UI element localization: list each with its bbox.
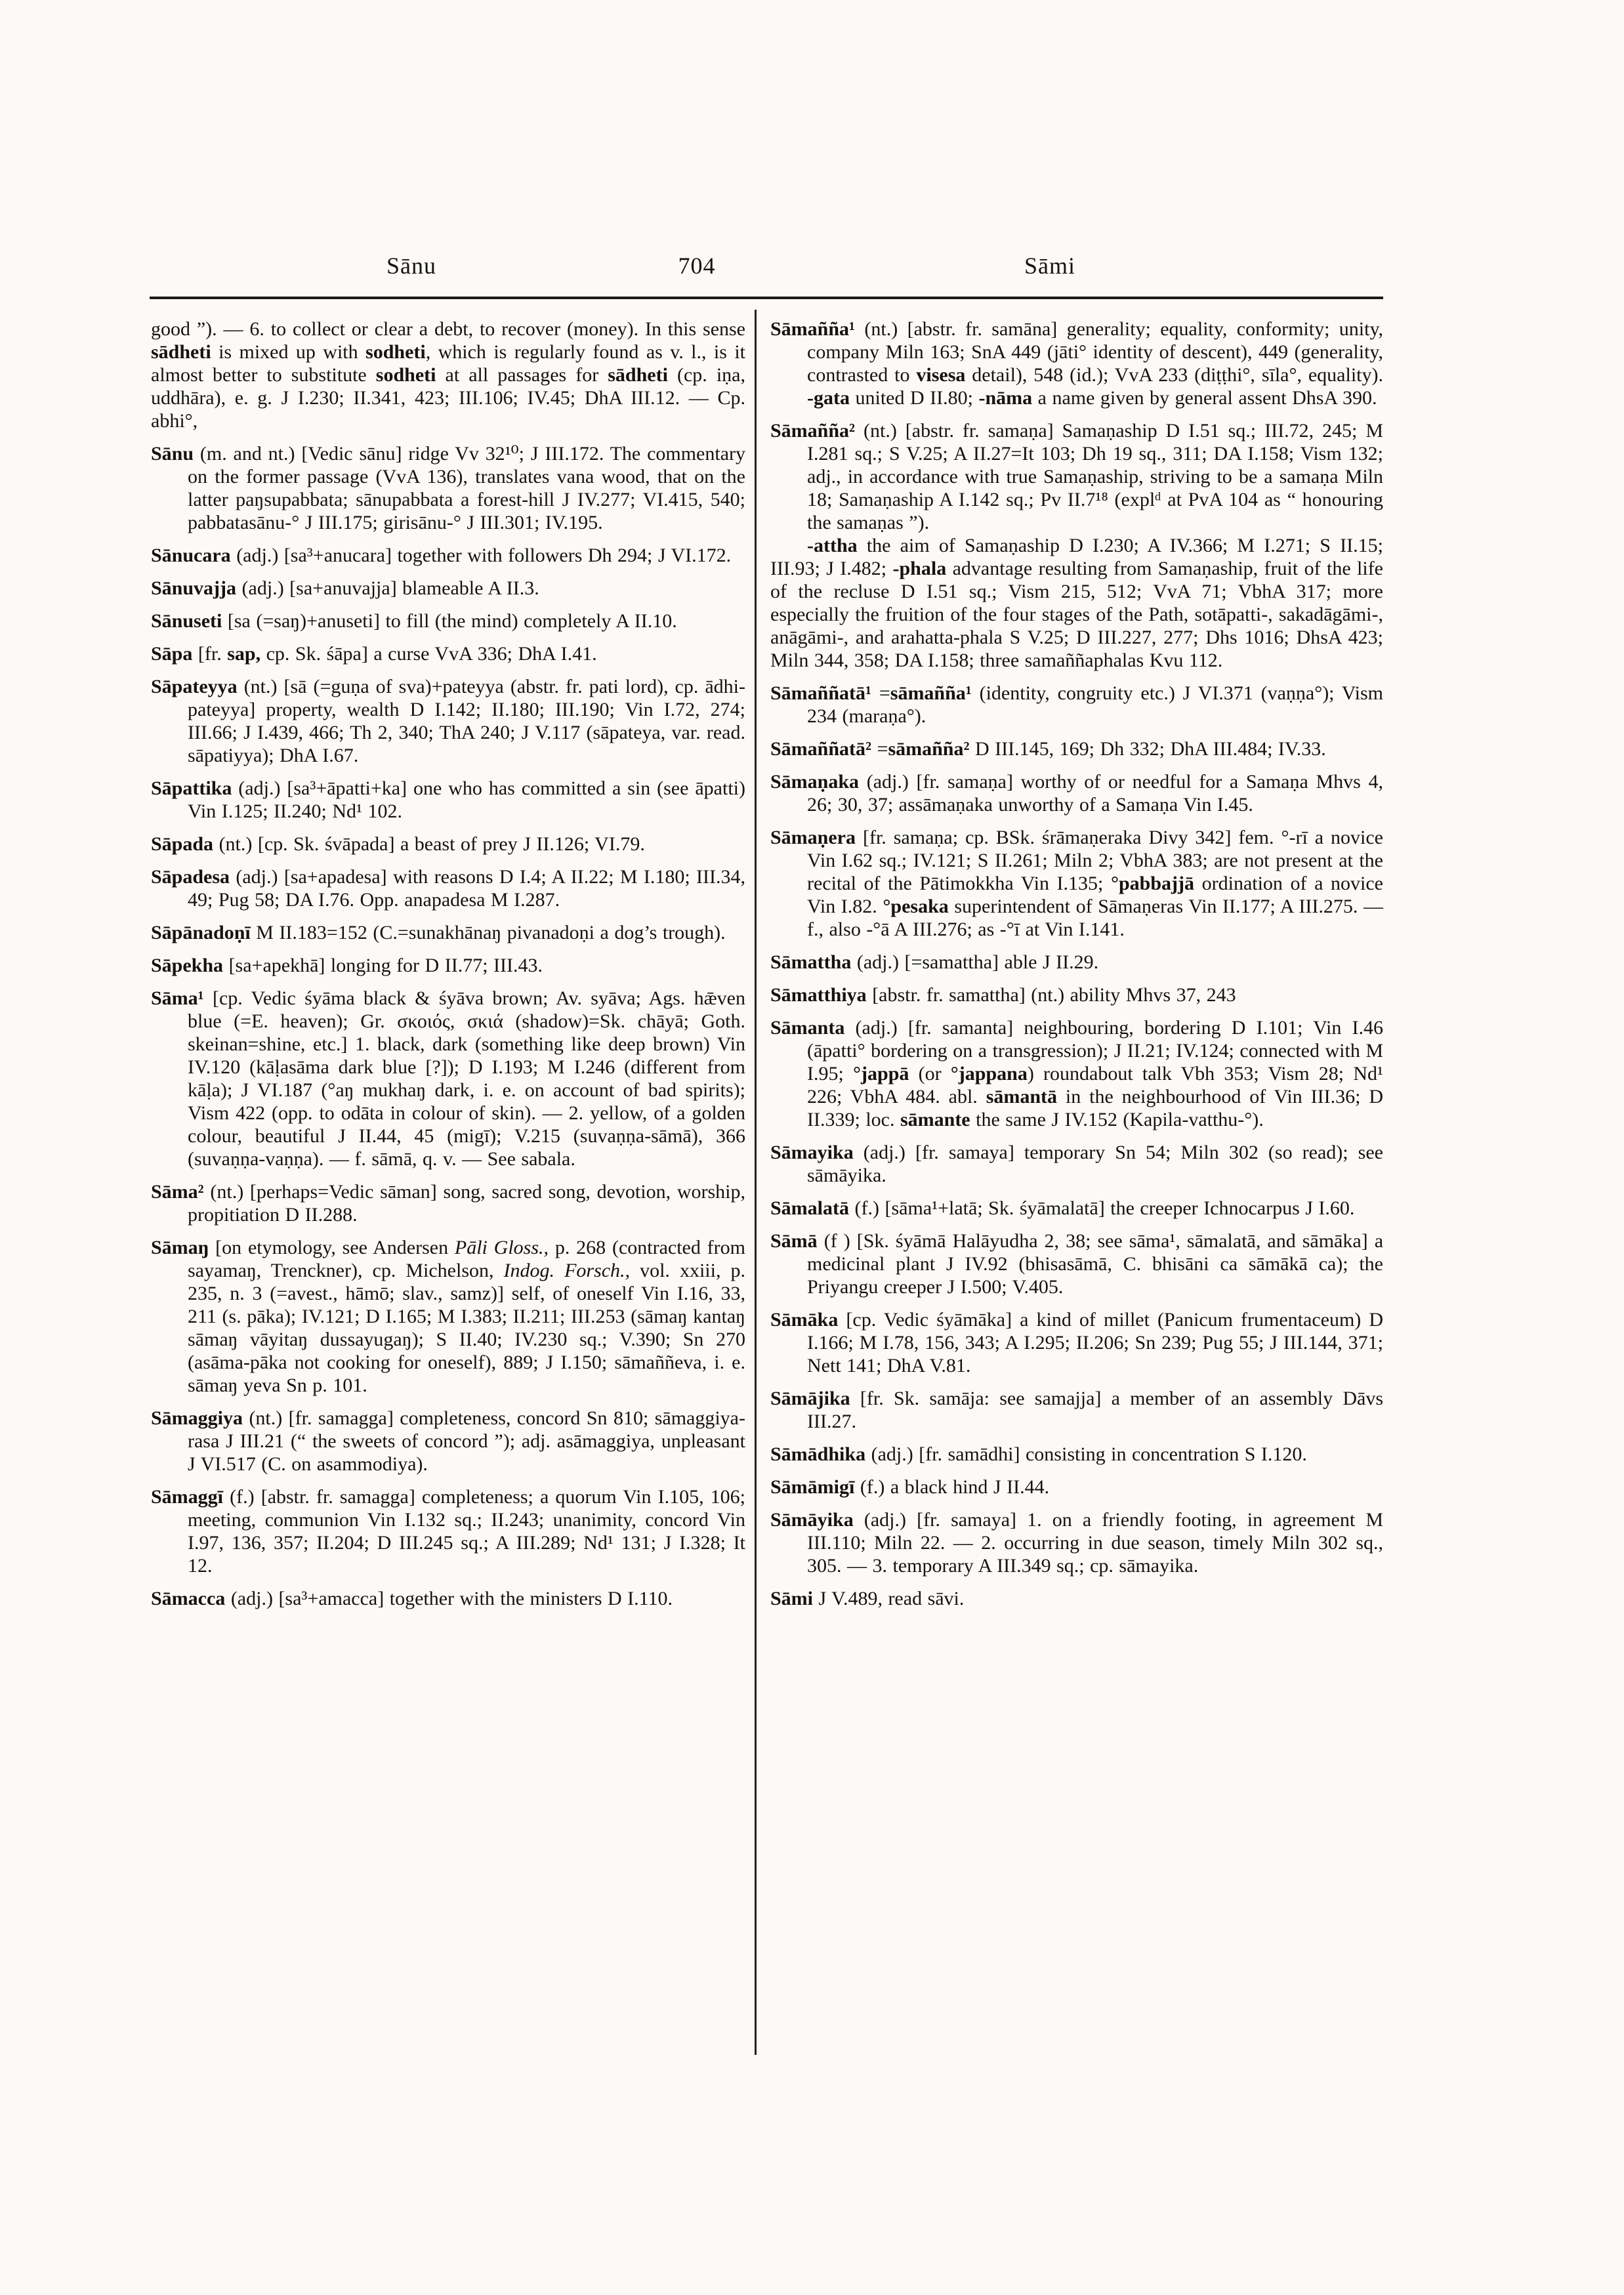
header-rule [150,297,1383,299]
entry-Sāmājika: Sāmājika [fr. Sk. samāja: see samajja] a member of an assembly Dāvs III.27. [770,1388,1384,1432]
headword: Sāpānadoṇī [151,922,251,943]
entry-Sānucara: Sānucara (adj.) [sa³+anucara] together with followers Dh 294; J VI.172. [151,545,732,566]
headword: Sāmanta [770,1017,845,1039]
headword: Sāmatthiya [770,984,867,1006]
headword: Sāpadesa [151,866,230,888]
entry-Sāmanta: Sāmanta (adj.) [fr. samanta] neighbouring, bordering D I.101; Vin I.46 (āpatti° bordering on a transgression); J II.21; IV.124; connected with M I.95; °jappā (or °jappana) roundabout talk Vbh 353; Vism 28; Nd¹ 226; VbhA 484. abl. sāmantā in the neighbourhood of Vin III.36; D II.339; loc. sāmante the same J IV.152 (Kapila-vatthu-°). [770,1017,1383,1130]
entry-Sāmayika: Sāmayika (adj.) [fr. samaya] temporary Sn 54; Miln 302 (so read); see sāmāyika. [770,1142,1383,1186]
headword: Sānucara [151,545,231,566]
headword: Sāmādhika [770,1443,866,1465]
headword: Sāmacca [151,1588,226,1609]
entry-Sānuvajja: Sānuvajja (adj.) [sa+anuvajja] blameable A II.3. [151,577,539,599]
entry-Sāmāyika: Sāmāyika (adj.) [fr. samaya] 1. on a friendly footing, in agreement M III.110; Miln 22. — 2. occurring in due season, timely Miln 302 sq., 305. — 3. temporary A III.349 sq.; cp. sāmayika. [770,1509,1384,1577]
column-right [770,318,1383,1620]
entry-Sāma¹: Sāma¹ [cp. Vedic śyāma black & śyāva brown; Av. syāva; Ags. hǣven blue (=E. heaven); Gr. σκοιός, σκιά (shadow)=Sk. chāyā; Goth. skeinan=shine, etc.] 1. black, dark (something like deep brown) Vin IV.120 (kāḷasāma dark blue [?]); D I.193; M I.246 (different from kāḷa); J VI.187 (°aŋ mukhaŋ dark, i. e. on account of bad spirits); Vism 422 (opp. to odāta in colour of skin). — 2. yellow, of a golden colour, beautiful J II.44, 45 (migī); V.215 (suvaṇṇa-sāmā), 366 (suvaṇṇa-vaṇṇa). — f. sāmā, q. v. — See sabala. [151,987,746,1170]
entry-Sāmaggiya: Sāmaggiya (nt.) [fr. samagga] completeness, concord Sn 810; sāmaggiya-rasa J III.21 (“ the sweets of concord ”); adj. asāmaggiya, unpleasant J VI.517 (C. on asammodiya). [151,1407,745,1475]
headword: Sāmañña² [770,420,856,442]
entry-Sāmādhika: Sāmādhika (adj.) [fr. samādhi] consisting in concentration S I.120. [770,1443,1307,1465]
entry-Sāpānadoṇī: Sāpānadoṇī M II.183=152 (C.=sunakhānaŋ pivanadoṇi a dog’s trough). [151,922,726,943]
page-number: 704 [678,253,716,279]
headword: Sāmaññatā¹ [770,682,872,704]
entry-Sānu: Sānu (m. and nt.) [Vedic sānu] ridge Vv 32¹⁰; J III.172. The commentary on the former passage (VvA 136), translates vana wood, that on the latter paŋsupabbata; sānupabbata a forest-hill J IV.277; VI.415, 540; pabbatasānu-° J III.175; girisānu-° J III.301; IV.195. [151,443,746,533]
entry-Sāmatthiya: Sāmatthiya [abstr. fr. samattha] (nt.) ability Mhvs 37, 243 [770,984,1236,1006]
entry-Sānuseti: Sānuseti [sa (=saŋ)+anuseti] to fill (the mind) completely A II.10. [151,610,677,632]
entry-Sāmaŋ: Sāmaŋ [on etymology, see Andersen Pāli Gloss., p. 268 (contracted from sayamaŋ, Trenckner), cp. Michelson, Indog. Forsch., vol. xxiii, p. 235, n. 3 (=avest., hāmō; slav., samz)] self, of oneself Vin I.16, 33, 211 (s. pāka); IV.121; D I.165; M I.383; II.211; III.253 (sāmaŋ kantaŋ sāmaŋ vāyitaŋ dussayugaŋ); S II.40; IV.230 sq.; V.390; Sn 270 (asāma-pāka not cooking for oneself), 889; J I.150; sāmaññeva, i. e. sāmaŋ yeva Sn p. 101. [151,1237,746,1396]
header-guide-word-right: Sāmi [1024,253,1076,279]
headword: Sānuvajja [151,577,237,599]
entry-Sāmañña²: Sāmañña² (nt.) [abstr. fr. samaṇa] Samaṇaship D I.51 sq.; III.72, 245; M I.281 sq.; S V.25; A II.27=It 103; Dh 19 sq., 311; DA I.158; Vism 132; adj., in accordance with true Samaṇaship, striving to be a samaṇa Miln 18; Samaṇaship A I.142 sq.; Pv II.7¹⁸ (explᵈ at PvA 104 as “ honouring the samaṇas ”). [770,420,1384,533]
headword: Sāmāyika [770,1509,854,1531]
entry-Sāmalatā: Sāmalatā (f.) [sāma¹+latā; Sk. śyāmalatā] the creeper Ichnocarpus J I.60. [770,1197,1355,1219]
entry-Sāmacca: Sāmacca (adj.) [sa³+amacca] together with the ministers D I.110. [151,1588,673,1609]
headword: Sānu [151,443,194,465]
headword: Sāmā [770,1230,818,1252]
headword: Sāmaggī [151,1486,224,1508]
entry-Sāmā: Sāmā (f ) [Sk. śyāmā Halāyudha 2, 38; see sāma¹, sāmalatā, and sāmāka] a medicinal plant J IV.92 (bhisasāmā, C. bhisāni ca sāmākā ca); the Priyangu creeper J I.500; V.405. [770,1230,1384,1298]
entry-Sāpada: Sāpada (nt.) [cp. Sk. śvāpada] a beast of prey J II.126; VI.79. [151,833,645,855]
headword: Sāmi [770,1588,814,1609]
entry-paragraph: good ”). — 6. to collect or clear a debt, to recover (money). In this sense sādheti is mixed up with sodheti, which is regularly found as v. l., is it almost better to substitute sodheti at all passages for sādheti (cp. iṇa, uddhāra), e. g. J I.230; II.341, 423; III.106; IV.45; DhA III.12. — Cp. abhi°, [151,318,745,432]
headword: Sāpada [151,833,214,855]
entry-Sāmaggī: Sāmaggī (f.) [abstr. fr. samagga] completeness; a quorum Vin I.105, 106; meeting, communion Vin I.132 sq.; II.243; unanimity, concord Vin I.97, 136, 357; II.204; D III.245 sq.; A III.289; Nd¹ 131; J I.328; It 12. [151,1486,746,1577]
entry-Sāmāmigī: Sāmāmigī (f.) a black hind J II.44. [770,1476,1050,1498]
headword: Sāmaññatā² [770,738,872,760]
entry-Sāpa: Sāpa [fr. sap, cp. Sk. śāpa] a curse VvA 336; DhA I.41. [151,643,597,665]
entry-Sāmaṇaka: Sāmaṇaka (adj.) [fr. samaṇa] worthy of or needful for a Samaṇa Mhvs 4, 26; 30, 37; assāmaṇaka unworthy of a Samaṇa Vin I.45. [770,771,1383,816]
headword: Sāmayika [770,1142,854,1163]
headword: Sāmāka [770,1309,839,1331]
column-divider-rule [755,310,757,2055]
headword: Sāmattha [770,951,852,973]
headword: Sāmalatā [770,1197,849,1219]
entry-Sāmaññatā²: Sāmaññatā² =sāmañña² D III.145, 169; Dh 332; DhA III.484; IV.33. [770,738,1326,760]
headword: Sāmaŋ [151,1237,209,1258]
headword: Sāmājika [770,1388,850,1409]
headword: Sāpateyya [151,676,238,697]
headword: Sāma¹ [151,987,204,1009]
headword: Sāmaggiya [151,1407,243,1429]
headword: Sāpattika [151,777,232,799]
column-left [151,318,745,1620]
header-guide-word-left: Sānu [386,253,436,279]
entry-Sāpekha: Sāpekha [sa+apekhā] longing for D II.77; III.43. [151,955,543,976]
headword: Sāmañña¹ [770,318,856,340]
headword: Sāmaṇaka [770,771,860,793]
entry-Sāpadesa: Sāpadesa (adj.) [sa+apadesa] with reasons D I.4; A II.22; M I.180; III.34, 49; Pug 58; DA I.76. Opp. anapadesa M I.287. [151,866,745,911]
entry-Sāma²: Sāma² (nt.) [perhaps=Vedic sāman] song, sacred song, devotion, worship, propitiation D II.288. [151,1181,745,1226]
entry-Sāmaṇera: Sāmaṇera [fr. samaṇa; cp. BSk. śrāmaṇeraka Divy 342] fem. °-rī a novice Vin I.62 sq.; IV.121; S II.261; Miln 2; VbhA 383; are not present at the recital of the Pātimokkha Vin I.135; °pabbajjā ordination of a novice Vin I.82. °pesaka superintendent of Sāmaṇeras Vin II.177; A III.275. — f., also -°ā A III.276; as -°ī at Vin I.141. [770,827,1383,940]
headword: Sānuseti [151,610,222,632]
headword: Sāmaṇera [770,827,856,848]
entry-paragraph: -attha the aim of Samaṇaship D I.230; A IV.366; M I.271; S II.15; III.93; J I.482; -phala advantage resulting from Samaṇaship, fruit of the life of the recluse D I.51 sq.; Vism 215, 512; VvA 71; VbhA 317; more especially the fruition of the four stages of the Path, sotāpatti-, sakadāgāmi-, anāgāmi-, and arahatta-phala S V.25; D III.227, 277; Dhs 1016; DhsA 423; Miln 344, 358; DA I.158; three samaññaphalas Kvu 112. [770,535,1384,671]
entry-Sāmaññatā¹: Sāmaññatā¹ =sāmañña¹ (identity, congruity etc.) J VI.371 (vaṇṇa°); Vism 234 (maraṇa°). [770,682,1383,727]
entry-Sāpateyya: Sāpateyya (nt.) [sā (=guṇa of sva)+pateyya (abstr. fr. pati lord), cp. ādhi-pateyya] property, wealth D I.142; II.180; III.190; Vin I.72, 274; III.66; J I.439, 466; Th 2, 340; ThA 240; J V.117 (sāpateya, var. read. sāpatiyya); DhA I.67. [151,676,745,766]
headword: Sāpekha [151,955,224,976]
entry-Sāmāka: Sāmāka [cp. Vedic śyāmāka] a kind of millet (Panicum frumentaceum) D I.166; M I.78, 156, 343; A I.295; II.206; Sn 239; Pug 55; J III.144, 371; Nett 141; DhA V.81. [770,1309,1383,1376]
entry-Sāmattha: Sāmattha (adj.) [=samattha] able J II.29. [770,951,1099,973]
entry-Sāmañña¹: Sāmañña¹ (nt.) [abstr. fr. samāna] generality; equality, conformity; unity, company Miln 163; SnA 449 (jāti° identity of descent), 449 (generality, contrasted to visesa detail), 548 (id.); VvA 233 (diṭṭhi°, sīla°, equality). -gata united D II.80; -nāma a name given by general assent DhsA 390. [770,318,1384,409]
entry-Sāmi: Sāmi J V.489, read sāvi. [770,1588,965,1609]
headword: Sāmāmigī [770,1476,855,1498]
headword: Sāpa [151,643,193,665]
headword: Sāma² [151,1181,204,1203]
entry-Sāpattika: Sāpattika (adj.) [sa³+āpatti+ka] one who has committed a sin (see āpatti) Vin I.125; II.240; Nd¹ 102. [151,777,745,822]
